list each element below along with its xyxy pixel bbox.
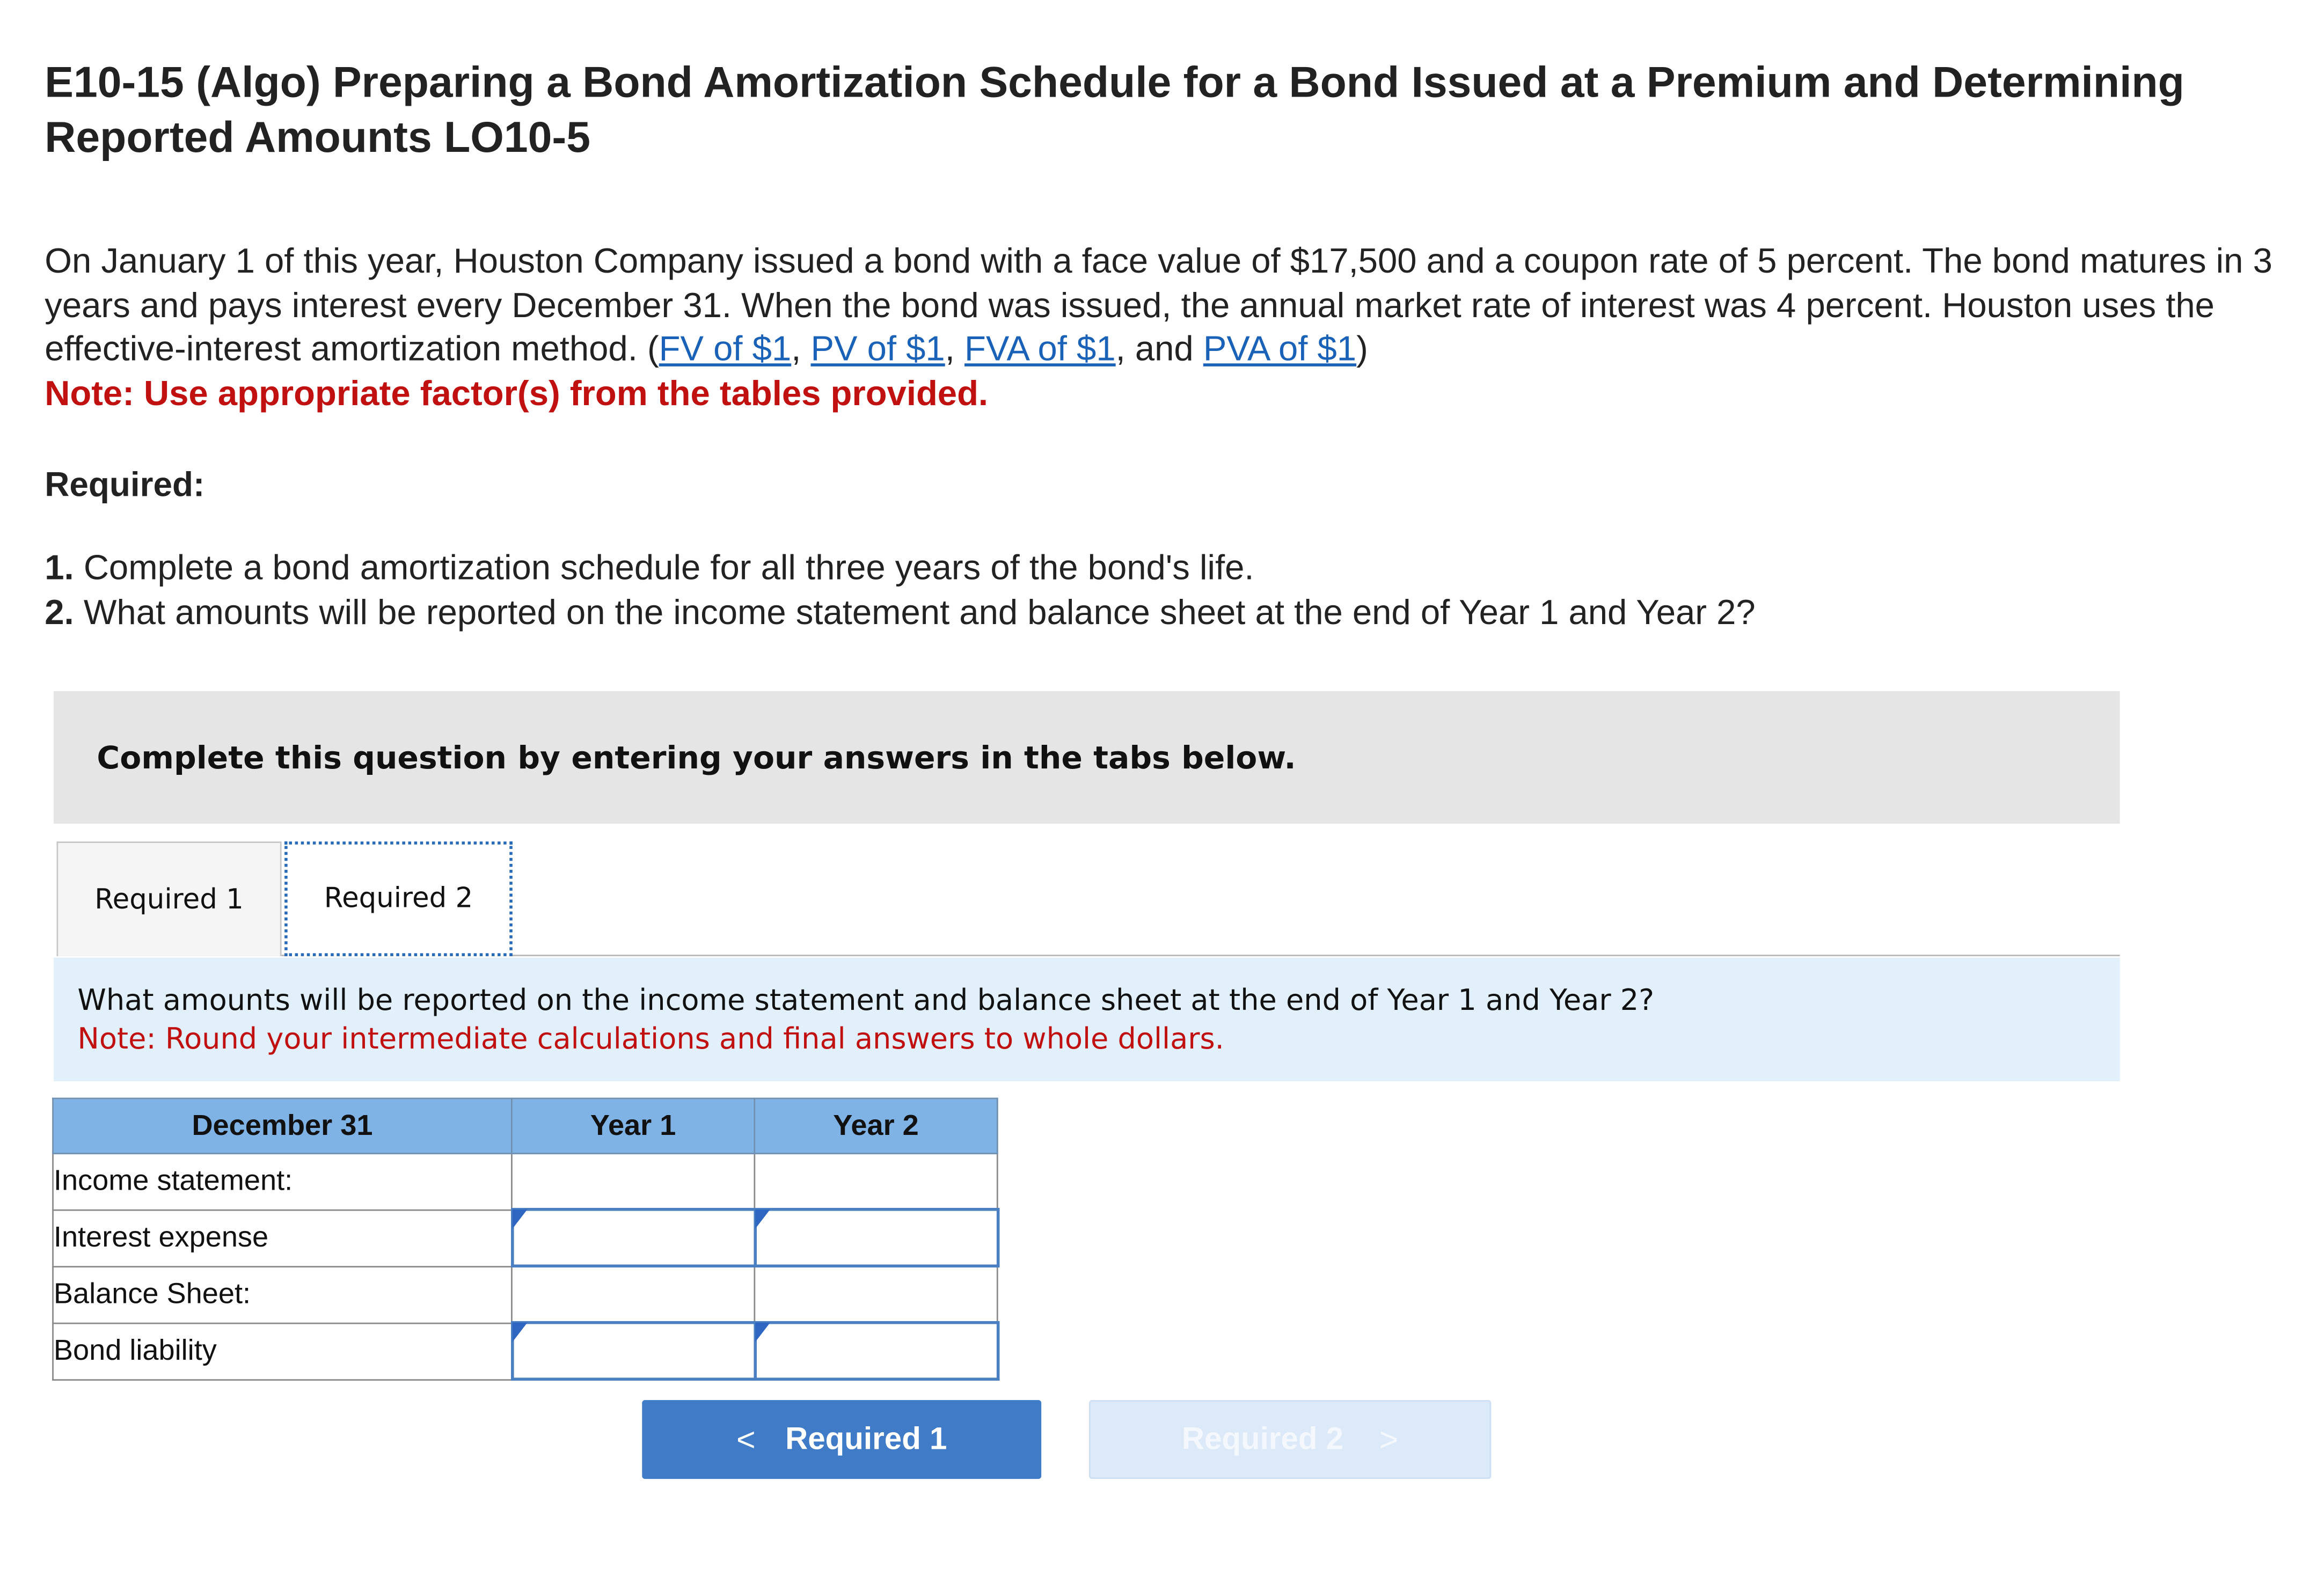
problem-text: On January 1 of this year, Houston Company issued a bond with a face value of $17,500 and a coupon rate of 5 percent. The bond matures in 3 years and pays interest every December 31. When the bond was issued, the annual market rate of interest was 4 percent. Houston uses the effective-interest amortization method. bbox=[45, 241, 2272, 368]
question-text: What amounts will be reported on the income statement and balance sheet at the end of Year 1 and Year 2? bbox=[77, 983, 1655, 1017]
empty-cell bbox=[755, 1154, 997, 1210]
balance-sheet-label: Balance Sheet: bbox=[53, 1266, 512, 1322]
next-button-label: Required 2 bbox=[1181, 1421, 1344, 1456]
table-row bbox=[53, 1266, 998, 1322]
interest-expense-year-2-input[interactable] bbox=[756, 1211, 996, 1265]
table-row bbox=[53, 1210, 998, 1266]
bond-liability-year-2-cell bbox=[755, 1323, 997, 1379]
input-flag-icon bbox=[511, 1323, 527, 1342]
link-separator: , bbox=[791, 329, 811, 368]
table-row bbox=[53, 1154, 998, 1210]
tab-bar bbox=[56, 841, 2120, 956]
header-year-1: Year 1 bbox=[511, 1098, 754, 1154]
chevron-left-icon: < bbox=[736, 1420, 756, 1457]
table-header-row bbox=[53, 1098, 998, 1154]
chevron-right-icon: > bbox=[1379, 1420, 1399, 1457]
input-flag-icon bbox=[511, 1210, 527, 1229]
problem-statement bbox=[45, 240, 2324, 416]
instruction-text: Complete this question by entering your answers in the tabs below. bbox=[97, 739, 1296, 775]
empty-cell bbox=[511, 1154, 754, 1210]
required-heading: Required: bbox=[45, 464, 205, 504]
input-flag-icon bbox=[755, 1210, 770, 1229]
empty-cell bbox=[511, 1266, 754, 1322]
factor-note: Note: Use appropriate factor(s) from the tables provided. bbox=[45, 373, 989, 412]
income-statement-label: Income statement: bbox=[53, 1154, 512, 1210]
paren-close: ) bbox=[1356, 329, 1368, 368]
required-item bbox=[45, 547, 2324, 591]
link-separator: , and bbox=[1115, 329, 1203, 368]
bond-liability-year-1-input[interactable] bbox=[513, 1324, 753, 1378]
next-required-2-button[interactable] bbox=[1089, 1400, 1491, 1479]
input-flag-icon bbox=[755, 1323, 770, 1342]
required-item-text: Complete a bond amortization schedule for all three years of the bond's life. bbox=[74, 548, 1254, 587]
bond-liability-year-1-cell bbox=[511, 1323, 754, 1379]
interest-expense-year-1-cell bbox=[511, 1210, 754, 1266]
link-pv-of-1[interactable]: PV of $1 bbox=[810, 329, 945, 368]
required-item-number: 2. bbox=[45, 592, 74, 631]
required-item-text: What amounts will be reported on the income statement and balance sheet at the end of Year 1 and Year 2? bbox=[74, 592, 1756, 631]
tab-required-2[interactable] bbox=[284, 841, 513, 956]
reported-amounts-table bbox=[52, 1098, 999, 1381]
interest-expense-year-2-cell bbox=[755, 1210, 997, 1266]
prev-button-label: Required 1 bbox=[785, 1421, 947, 1456]
bond-liability-year-2-input[interactable] bbox=[756, 1324, 996, 1378]
page-title: E10-15 (Algo) Preparing a Bond Amortization Schedule for a Bond Issued at a Premium and Determining Reported Amounts LO10-5 bbox=[45, 60, 2184, 163]
interest-expense-label: Interest expense bbox=[53, 1210, 512, 1266]
instruction-banner bbox=[54, 691, 2120, 824]
table-row bbox=[53, 1323, 998, 1379]
link-fv-of-1[interactable]: FV of $1 bbox=[659, 329, 792, 368]
paren-open: ( bbox=[637, 329, 659, 368]
bond-liability-label: Bond liability bbox=[53, 1323, 512, 1379]
problem-paragraph bbox=[45, 240, 2324, 372]
required-item-number: 1. bbox=[45, 548, 74, 587]
header-year-2: Year 2 bbox=[755, 1098, 997, 1154]
tab-label: Required 2 bbox=[324, 883, 473, 915]
rounding-note: Note: Round your intermediate calculations and final answers to whole dollars. bbox=[77, 1022, 1224, 1056]
tab-label: Required 1 bbox=[94, 884, 244, 915]
required-list bbox=[45, 547, 2324, 635]
link-pva-of-1[interactable]: PVA of $1 bbox=[1203, 329, 1357, 368]
link-separator: , bbox=[945, 329, 964, 368]
interest-expense-year-1-input[interactable] bbox=[513, 1211, 753, 1265]
question-panel bbox=[54, 958, 2120, 1081]
prev-required-1-button[interactable] bbox=[642, 1400, 1041, 1479]
header-december-31: December 31 bbox=[53, 1098, 512, 1154]
required-item bbox=[45, 591, 2324, 635]
tab-required-1[interactable] bbox=[56, 841, 281, 956]
empty-cell bbox=[755, 1266, 997, 1322]
link-fva-of-1[interactable]: FVA of $1 bbox=[964, 329, 1116, 368]
